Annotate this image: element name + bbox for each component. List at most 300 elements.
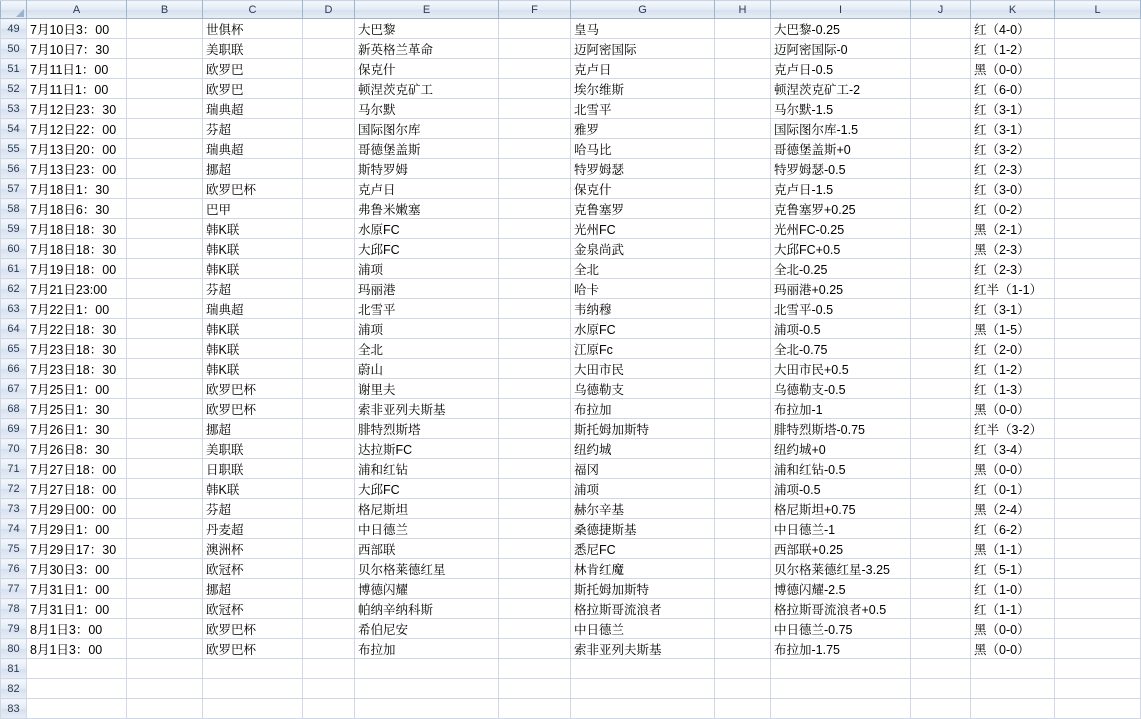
row-header[interactable]: 62 bbox=[1, 279, 27, 299]
cell-j-empty[interactable] bbox=[911, 659, 971, 679]
cell-away-team[interactable]: 克卢日 bbox=[571, 59, 715, 79]
cell-b-empty[interactable] bbox=[127, 659, 203, 679]
cell-b-empty[interactable] bbox=[127, 499, 203, 519]
cell-date[interactable]: 7月22日1：00 bbox=[27, 299, 127, 319]
row-header[interactable]: 77 bbox=[1, 579, 27, 599]
row-header[interactable]: 81 bbox=[1, 659, 27, 679]
cell-home-team[interactable]: 国际图尔库 bbox=[355, 119, 499, 139]
row-header[interactable]: 50 bbox=[1, 39, 27, 59]
table-row[interactable] bbox=[1, 99, 1141, 119]
cell-b-empty[interactable] bbox=[127, 359, 203, 379]
cell-h-empty[interactable] bbox=[715, 419, 771, 439]
cell-f-empty[interactable] bbox=[499, 539, 571, 559]
cell-league[interactable]: 美职联 bbox=[203, 439, 303, 459]
cell-date[interactable]: 7月23日18：30 bbox=[27, 339, 127, 359]
row-header[interactable]: 56 bbox=[1, 159, 27, 179]
cell-j-empty[interactable] bbox=[911, 619, 971, 639]
cell-l-empty[interactable] bbox=[1055, 459, 1141, 479]
cell-away-team[interactable]: 迈阿密国际 bbox=[571, 39, 715, 59]
cell-d-empty[interactable] bbox=[303, 699, 355, 719]
cell-handicap[interactable]: 西部联+0.25 bbox=[771, 539, 911, 559]
cell-home-team[interactable]: 蔚山 bbox=[355, 359, 499, 379]
cell-d-empty[interactable] bbox=[303, 359, 355, 379]
row-header[interactable]: 80 bbox=[1, 639, 27, 659]
cell-handicap[interactable]: 纽约城+0 bbox=[771, 439, 911, 459]
cell-date[interactable]: 7月10日7：30 bbox=[27, 39, 127, 59]
cell-result[interactable]: 红（1-1） bbox=[971, 599, 1055, 619]
cell-result[interactable]: 黑（2-4） bbox=[971, 499, 1055, 519]
cell-d-empty[interactable] bbox=[303, 459, 355, 479]
cell-home-team[interactable]: 腓特烈斯塔 bbox=[355, 419, 499, 439]
cell-b-empty[interactable] bbox=[127, 259, 203, 279]
cell-b-empty[interactable] bbox=[127, 299, 203, 319]
cell-h-empty[interactable] bbox=[715, 499, 771, 519]
cell-h-empty[interactable] bbox=[715, 199, 771, 219]
row-header[interactable]: 52 bbox=[1, 79, 27, 99]
cell-h-empty[interactable] bbox=[715, 519, 771, 539]
cell-b-empty[interactable] bbox=[127, 639, 203, 659]
row-header[interactable]: 79 bbox=[1, 619, 27, 639]
cell-date[interactable]: 8月1日3：00 bbox=[27, 639, 127, 659]
table-row[interactable] bbox=[1, 519, 1141, 539]
cell-date[interactable]: 7月25日1：30 bbox=[27, 399, 127, 419]
cell-result[interactable]: 红（3-4） bbox=[971, 439, 1055, 459]
table-row[interactable] bbox=[1, 79, 1141, 99]
cell-home-team[interactable]: 帕纳辛纳科斯 bbox=[355, 599, 499, 619]
cell-date[interactable]: 7月18日18：30 bbox=[27, 219, 127, 239]
cell-j-empty[interactable] bbox=[911, 39, 971, 59]
cell-h-empty[interactable] bbox=[715, 399, 771, 419]
cell-date[interactable]: 7月21日23:00 bbox=[27, 279, 127, 299]
cell-d-empty[interactable] bbox=[303, 399, 355, 419]
cell-j-empty[interactable] bbox=[911, 379, 971, 399]
cell-d-empty[interactable] bbox=[303, 299, 355, 319]
cell-handicap[interactable]: 哥德堡盖斯+0 bbox=[771, 139, 911, 159]
row-header[interactable]: 51 bbox=[1, 59, 27, 79]
cell-away-team[interactable]: 北雪平 bbox=[571, 99, 715, 119]
cell-d-empty[interactable] bbox=[303, 679, 355, 699]
cell-handicap[interactable]: 中日德兰-0.75 bbox=[771, 619, 911, 639]
cell-f-empty[interactable] bbox=[499, 479, 571, 499]
cell-league[interactable]: 欧冠杯 bbox=[203, 599, 303, 619]
cell-away-team[interactable]: 桑德捷斯基 bbox=[571, 519, 715, 539]
table-row[interactable] bbox=[1, 139, 1141, 159]
cell-l-empty[interactable] bbox=[1055, 439, 1141, 459]
cell-result[interactable]: 红（2-3） bbox=[971, 159, 1055, 179]
cell-h-empty[interactable] bbox=[715, 579, 771, 599]
cell-away-team[interactable]: 哈卡 bbox=[571, 279, 715, 299]
cell-league[interactable]: 瑞典超 bbox=[203, 299, 303, 319]
cell-result[interactable]: 红（6-0） bbox=[971, 79, 1055, 99]
cell-l-empty[interactable] bbox=[1055, 179, 1141, 199]
cell-j-empty[interactable] bbox=[911, 699, 971, 719]
cell-l-empty[interactable] bbox=[1055, 259, 1141, 279]
table-row[interactable] bbox=[1, 439, 1141, 459]
cell-handicap[interactable] bbox=[771, 699, 911, 719]
cell-f-empty[interactable] bbox=[499, 79, 571, 99]
cell-d-empty[interactable] bbox=[303, 479, 355, 499]
cell-l-empty[interactable] bbox=[1055, 499, 1141, 519]
column-header-l[interactable]: L bbox=[1055, 1, 1141, 19]
cell-league[interactable]: 欧罗巴杯 bbox=[203, 379, 303, 399]
cell-handicap[interactable]: 玛丽港+0.25 bbox=[771, 279, 911, 299]
cell-league[interactable]: 韩K联 bbox=[203, 479, 303, 499]
table-row[interactable] bbox=[1, 499, 1141, 519]
cell-f-empty[interactable] bbox=[499, 399, 571, 419]
cell-home-team[interactable]: 浦和红钻 bbox=[355, 459, 499, 479]
cell-league[interactable]: 瑞典超 bbox=[203, 99, 303, 119]
cell-home-team[interactable]: 西部联 bbox=[355, 539, 499, 559]
cell-handicap[interactable]: 浦项-0.5 bbox=[771, 479, 911, 499]
cell-result[interactable]: 红（4-0） bbox=[971, 19, 1055, 39]
cell-away-team[interactable]: 福冈 bbox=[571, 459, 715, 479]
cell-handicap[interactable] bbox=[771, 659, 911, 679]
cell-j-empty[interactable] bbox=[911, 679, 971, 699]
cell-handicap[interactable]: 克卢日-0.5 bbox=[771, 59, 911, 79]
cell-f-empty[interactable] bbox=[499, 299, 571, 319]
cell-d-empty[interactable] bbox=[303, 419, 355, 439]
row-header[interactable]: 73 bbox=[1, 499, 27, 519]
cell-handicap[interactable]: 浦项-0.5 bbox=[771, 319, 911, 339]
row-header[interactable]: 78 bbox=[1, 599, 27, 619]
cell-home-team[interactable]: 达拉斯FC bbox=[355, 439, 499, 459]
cell-league[interactable]: 挪超 bbox=[203, 579, 303, 599]
table-row[interactable] bbox=[1, 599, 1141, 619]
cell-league[interactable]: 芬超 bbox=[203, 499, 303, 519]
cell-b-empty[interactable] bbox=[127, 319, 203, 339]
cell-h-empty[interactable] bbox=[715, 119, 771, 139]
cell-home-team[interactable]: 希伯尼安 bbox=[355, 619, 499, 639]
cell-home-team[interactable]: 弗鲁米嫩塞 bbox=[355, 199, 499, 219]
cell-away-team[interactable]: 斯托姆加斯特 bbox=[571, 419, 715, 439]
cell-result[interactable]: 红（2-0） bbox=[971, 339, 1055, 359]
cell-d-empty[interactable] bbox=[303, 339, 355, 359]
cell-h-empty[interactable] bbox=[715, 39, 771, 59]
cell-handicap[interactable]: 克卢日-1.5 bbox=[771, 179, 911, 199]
row-header[interactable]: 74 bbox=[1, 519, 27, 539]
cell-b-empty[interactable] bbox=[127, 219, 203, 239]
table-row[interactable] bbox=[1, 659, 1141, 679]
cell-handicap[interactable]: 大巴黎-0.25 bbox=[771, 19, 911, 39]
cell-date[interactable]: 7月29日17：30 bbox=[27, 539, 127, 559]
cell-h-empty[interactable] bbox=[715, 59, 771, 79]
cell-b-empty[interactable] bbox=[127, 39, 203, 59]
cell-handicap[interactable]: 国际图尔库-1.5 bbox=[771, 119, 911, 139]
cell-l-empty[interactable] bbox=[1055, 59, 1141, 79]
cell-h-empty[interactable] bbox=[715, 459, 771, 479]
cell-f-empty[interactable] bbox=[499, 99, 571, 119]
cell-j-empty[interactable] bbox=[911, 479, 971, 499]
cell-f-empty[interactable] bbox=[499, 579, 571, 599]
cell-d-empty[interactable] bbox=[303, 599, 355, 619]
cell-handicap[interactable]: 中日德兰-1 bbox=[771, 519, 911, 539]
cell-away-team[interactable]: 斯托姆加斯特 bbox=[571, 579, 715, 599]
cell-f-empty[interactable] bbox=[499, 419, 571, 439]
cell-j-empty[interactable] bbox=[911, 259, 971, 279]
cell-away-team[interactable]: 水原FC bbox=[571, 319, 715, 339]
cell-result[interactable]: 红（2-3） bbox=[971, 259, 1055, 279]
table-row[interactable] bbox=[1, 699, 1141, 719]
cell-f-empty[interactable] bbox=[499, 239, 571, 259]
cell-home-team[interactable]: 玛丽港 bbox=[355, 279, 499, 299]
cell-f-empty[interactable] bbox=[499, 359, 571, 379]
cell-league[interactable] bbox=[203, 699, 303, 719]
cell-home-team[interactable]: 水原FC bbox=[355, 219, 499, 239]
cell-result[interactable]: 黑（1-5） bbox=[971, 319, 1055, 339]
cell-date[interactable]: 7月18日6：30 bbox=[27, 199, 127, 219]
cell-home-team[interactable]: 大巴黎 bbox=[355, 19, 499, 39]
cell-date[interactable]: 7月13日20：00 bbox=[27, 139, 127, 159]
table-row[interactable] bbox=[1, 359, 1141, 379]
cell-away-team[interactable]: 纽约城 bbox=[571, 439, 715, 459]
row-header[interactable]: 67 bbox=[1, 379, 27, 399]
cell-f-empty[interactable] bbox=[499, 459, 571, 479]
cell-away-team[interactable]: 雅罗 bbox=[571, 119, 715, 139]
cell-b-empty[interactable] bbox=[127, 559, 203, 579]
cell-h-empty[interactable] bbox=[715, 679, 771, 699]
cell-f-empty[interactable] bbox=[499, 139, 571, 159]
cell-result[interactable]: 红（3-1） bbox=[971, 299, 1055, 319]
cell-h-empty[interactable] bbox=[715, 559, 771, 579]
cell-result[interactable]: 红（1-2） bbox=[971, 359, 1055, 379]
cell-home-team[interactable]: 格尼斯坦 bbox=[355, 499, 499, 519]
cell-j-empty[interactable] bbox=[911, 19, 971, 39]
table-row[interactable] bbox=[1, 199, 1141, 219]
cell-d-empty[interactable] bbox=[303, 619, 355, 639]
cell-d-empty[interactable] bbox=[303, 19, 355, 39]
cell-result[interactable]: 红（3-0） bbox=[971, 179, 1055, 199]
cell-away-team[interactable]: 克鲁塞罗 bbox=[571, 199, 715, 219]
cell-date[interactable]: 7月26日8：30 bbox=[27, 439, 127, 459]
cell-away-team[interactable]: 江原Fc bbox=[571, 339, 715, 359]
cell-date[interactable]: 7月25日1：00 bbox=[27, 379, 127, 399]
cell-h-empty[interactable] bbox=[715, 359, 771, 379]
cell-j-empty[interactable] bbox=[911, 159, 971, 179]
cell-league[interactable]: 韩K联 bbox=[203, 319, 303, 339]
cell-d-empty[interactable] bbox=[303, 139, 355, 159]
select-all-button[interactable] bbox=[1, 1, 27, 19]
cell-b-empty[interactable] bbox=[127, 179, 203, 199]
row-header[interactable]: 54 bbox=[1, 119, 27, 139]
cell-h-empty[interactable] bbox=[715, 99, 771, 119]
cell-home-team[interactable] bbox=[355, 699, 499, 719]
cell-h-empty[interactable] bbox=[715, 299, 771, 319]
cell-d-empty[interactable] bbox=[303, 519, 355, 539]
cell-f-empty[interactable] bbox=[499, 639, 571, 659]
cell-b-empty[interactable] bbox=[127, 439, 203, 459]
cell-h-empty[interactable] bbox=[715, 279, 771, 299]
cell-handicap[interactable]: 浦和红钻-0.5 bbox=[771, 459, 911, 479]
cell-b-empty[interactable] bbox=[127, 279, 203, 299]
cell-l-empty[interactable] bbox=[1055, 559, 1141, 579]
cell-home-team[interactable]: 北雪平 bbox=[355, 299, 499, 319]
row-header[interactable]: 64 bbox=[1, 319, 27, 339]
cell-league[interactable]: 欧冠杯 bbox=[203, 559, 303, 579]
cell-h-empty[interactable] bbox=[715, 599, 771, 619]
cell-league[interactable]: 韩K联 bbox=[203, 359, 303, 379]
cell-b-empty[interactable] bbox=[127, 239, 203, 259]
cell-handicap[interactable]: 迈阿密国际-0 bbox=[771, 39, 911, 59]
table-row[interactable] bbox=[1, 259, 1141, 279]
cell-home-team[interactable]: 克卢日 bbox=[355, 179, 499, 199]
cell-j-empty[interactable] bbox=[911, 219, 971, 239]
cell-handicap[interactable]: 马尔默-1.5 bbox=[771, 99, 911, 119]
row-header[interactable]: 70 bbox=[1, 439, 27, 459]
cell-home-team[interactable]: 中日德兰 bbox=[355, 519, 499, 539]
cell-handicap[interactable]: 克鲁塞罗+0.25 bbox=[771, 199, 911, 219]
cell-j-empty[interactable] bbox=[911, 399, 971, 419]
cell-l-empty[interactable] bbox=[1055, 679, 1141, 699]
cell-away-team[interactable]: 格拉斯哥流浪者 bbox=[571, 599, 715, 619]
cell-d-empty[interactable] bbox=[303, 439, 355, 459]
cell-date[interactable]: 7月18日1：30 bbox=[27, 179, 127, 199]
table-row[interactable] bbox=[1, 219, 1141, 239]
cell-b-empty[interactable] bbox=[127, 419, 203, 439]
cell-date[interactable]: 7月31日1：00 bbox=[27, 599, 127, 619]
cell-date[interactable]: 7月13日23：00 bbox=[27, 159, 127, 179]
cell-l-empty[interactable] bbox=[1055, 199, 1141, 219]
cell-result[interactable]: 红（1-3） bbox=[971, 379, 1055, 399]
cell-home-team[interactable]: 大邱FC bbox=[355, 239, 499, 259]
cell-h-empty[interactable] bbox=[715, 319, 771, 339]
cell-b-empty[interactable] bbox=[127, 59, 203, 79]
cell-d-empty[interactable] bbox=[303, 659, 355, 679]
cell-home-team[interactable]: 布拉加 bbox=[355, 639, 499, 659]
cell-league[interactable]: 澳洲杯 bbox=[203, 539, 303, 559]
cell-result[interactable]: 黑（0-0） bbox=[971, 399, 1055, 419]
cell-l-empty[interactable] bbox=[1055, 359, 1141, 379]
cell-j-empty[interactable] bbox=[911, 179, 971, 199]
cell-h-empty[interactable] bbox=[715, 699, 771, 719]
cell-l-empty[interactable] bbox=[1055, 279, 1141, 299]
cell-l-empty[interactable] bbox=[1055, 219, 1141, 239]
cell-j-empty[interactable] bbox=[911, 99, 971, 119]
cell-b-empty[interactable] bbox=[127, 459, 203, 479]
cell-result[interactable]: 黑（0-0） bbox=[971, 459, 1055, 479]
table-row[interactable] bbox=[1, 159, 1141, 179]
cell-f-empty[interactable] bbox=[499, 439, 571, 459]
cell-h-empty[interactable] bbox=[715, 479, 771, 499]
cell-home-team[interactable] bbox=[355, 659, 499, 679]
column-header-h[interactable]: H bbox=[715, 1, 771, 19]
cell-result[interactable]: 黑（0-0） bbox=[971, 619, 1055, 639]
cell-d-empty[interactable] bbox=[303, 179, 355, 199]
cell-handicap[interactable]: 贝尔格莱德红星-3.25 bbox=[771, 559, 911, 579]
cell-f-empty[interactable] bbox=[499, 319, 571, 339]
cell-l-empty[interactable] bbox=[1055, 379, 1141, 399]
cell-f-empty[interactable] bbox=[499, 279, 571, 299]
cell-away-team[interactable]: 保克什 bbox=[571, 179, 715, 199]
row-header[interactable]: 69 bbox=[1, 419, 27, 439]
row-header[interactable]: 71 bbox=[1, 459, 27, 479]
cell-league[interactable]: 美职联 bbox=[203, 39, 303, 59]
cell-l-empty[interactable] bbox=[1055, 419, 1141, 439]
cell-l-empty[interactable] bbox=[1055, 339, 1141, 359]
cell-home-team[interactable]: 新英格兰革命 bbox=[355, 39, 499, 59]
table-row[interactable] bbox=[1, 399, 1141, 419]
cell-date[interactable]: 7月31日1：00 bbox=[27, 579, 127, 599]
cell-away-team[interactable]: 特罗姆瑟 bbox=[571, 159, 715, 179]
cell-d-empty[interactable] bbox=[303, 59, 355, 79]
cell-league[interactable]: 世俱杯 bbox=[203, 19, 303, 39]
cell-date[interactable]: 7月11日1：00 bbox=[27, 59, 127, 79]
cell-h-empty[interactable] bbox=[715, 159, 771, 179]
cell-result[interactable]: 黑（2-3） bbox=[971, 239, 1055, 259]
cell-away-team[interactable]: 韦纳穆 bbox=[571, 299, 715, 319]
cell-date[interactable]: 7月23日18：30 bbox=[27, 359, 127, 379]
cell-away-team[interactable]: 浦项 bbox=[571, 479, 715, 499]
cell-away-team[interactable]: 布拉加 bbox=[571, 399, 715, 419]
row-header[interactable]: 49 bbox=[1, 19, 27, 39]
cell-j-empty[interactable] bbox=[911, 439, 971, 459]
cell-away-team[interactable]: 中日德兰 bbox=[571, 619, 715, 639]
cell-d-empty[interactable] bbox=[303, 119, 355, 139]
cell-result[interactable] bbox=[971, 699, 1055, 719]
cell-j-empty[interactable] bbox=[911, 519, 971, 539]
cell-handicap[interactable] bbox=[771, 679, 911, 699]
cell-h-empty[interactable] bbox=[715, 379, 771, 399]
cell-date[interactable]: 8月1日3：00 bbox=[27, 619, 127, 639]
row-header[interactable]: 68 bbox=[1, 399, 27, 419]
table-row[interactable] bbox=[1, 179, 1141, 199]
cell-handicap[interactable]: 布拉加-1 bbox=[771, 399, 911, 419]
cell-league[interactable]: 欧罗巴杯 bbox=[203, 399, 303, 419]
cell-date[interactable] bbox=[27, 679, 127, 699]
cell-l-empty[interactable] bbox=[1055, 399, 1141, 419]
cell-home-team[interactable]: 斯特罗姆 bbox=[355, 159, 499, 179]
cell-away-team[interactable]: 悉尼FC bbox=[571, 539, 715, 559]
row-header[interactable]: 57 bbox=[1, 179, 27, 199]
cell-result[interactable] bbox=[971, 679, 1055, 699]
table-row[interactable] bbox=[1, 579, 1141, 599]
table-row[interactable] bbox=[1, 479, 1141, 499]
row-header[interactable]: 61 bbox=[1, 259, 27, 279]
cell-j-empty[interactable] bbox=[911, 419, 971, 439]
cell-away-team[interactable]: 乌德勒支 bbox=[571, 379, 715, 399]
column-header-g[interactable]: G bbox=[571, 1, 715, 19]
cell-result[interactable]: 黑（2-1） bbox=[971, 219, 1055, 239]
cell-date[interactable]: 7月26日1：30 bbox=[27, 419, 127, 439]
cell-h-empty[interactable] bbox=[715, 19, 771, 39]
cell-b-empty[interactable] bbox=[127, 119, 203, 139]
cell-result[interactable]: 红（5-1） bbox=[971, 559, 1055, 579]
cell-l-empty[interactable] bbox=[1055, 79, 1141, 99]
cell-league[interactable]: 韩K联 bbox=[203, 219, 303, 239]
cell-d-empty[interactable] bbox=[303, 559, 355, 579]
cell-l-empty[interactable] bbox=[1055, 99, 1141, 119]
cell-league[interactable]: 芬超 bbox=[203, 119, 303, 139]
cell-result[interactable]: 红（1-2） bbox=[971, 39, 1055, 59]
cell-b-empty[interactable] bbox=[127, 679, 203, 699]
table-row[interactable] bbox=[1, 339, 1141, 359]
column-header-k[interactable]: K bbox=[971, 1, 1055, 19]
cell-j-empty[interactable] bbox=[911, 599, 971, 619]
cell-l-empty[interactable] bbox=[1055, 159, 1141, 179]
cell-d-empty[interactable] bbox=[303, 239, 355, 259]
cell-f-empty[interactable] bbox=[499, 599, 571, 619]
cell-j-empty[interactable] bbox=[911, 239, 971, 259]
cell-b-empty[interactable] bbox=[127, 699, 203, 719]
cell-away-team[interactable]: 皇马 bbox=[571, 19, 715, 39]
cell-away-team[interactable]: 金泉尚武 bbox=[571, 239, 715, 259]
column-header-e[interactable]: E bbox=[355, 1, 499, 19]
cell-d-empty[interactable] bbox=[303, 319, 355, 339]
cell-result[interactable]: 红（3-1） bbox=[971, 119, 1055, 139]
cell-h-empty[interactable] bbox=[715, 79, 771, 99]
cell-handicap[interactable]: 乌德勒支-0.5 bbox=[771, 379, 911, 399]
cell-result[interactable]: 黑（1-1） bbox=[971, 539, 1055, 559]
cell-j-empty[interactable] bbox=[911, 119, 971, 139]
